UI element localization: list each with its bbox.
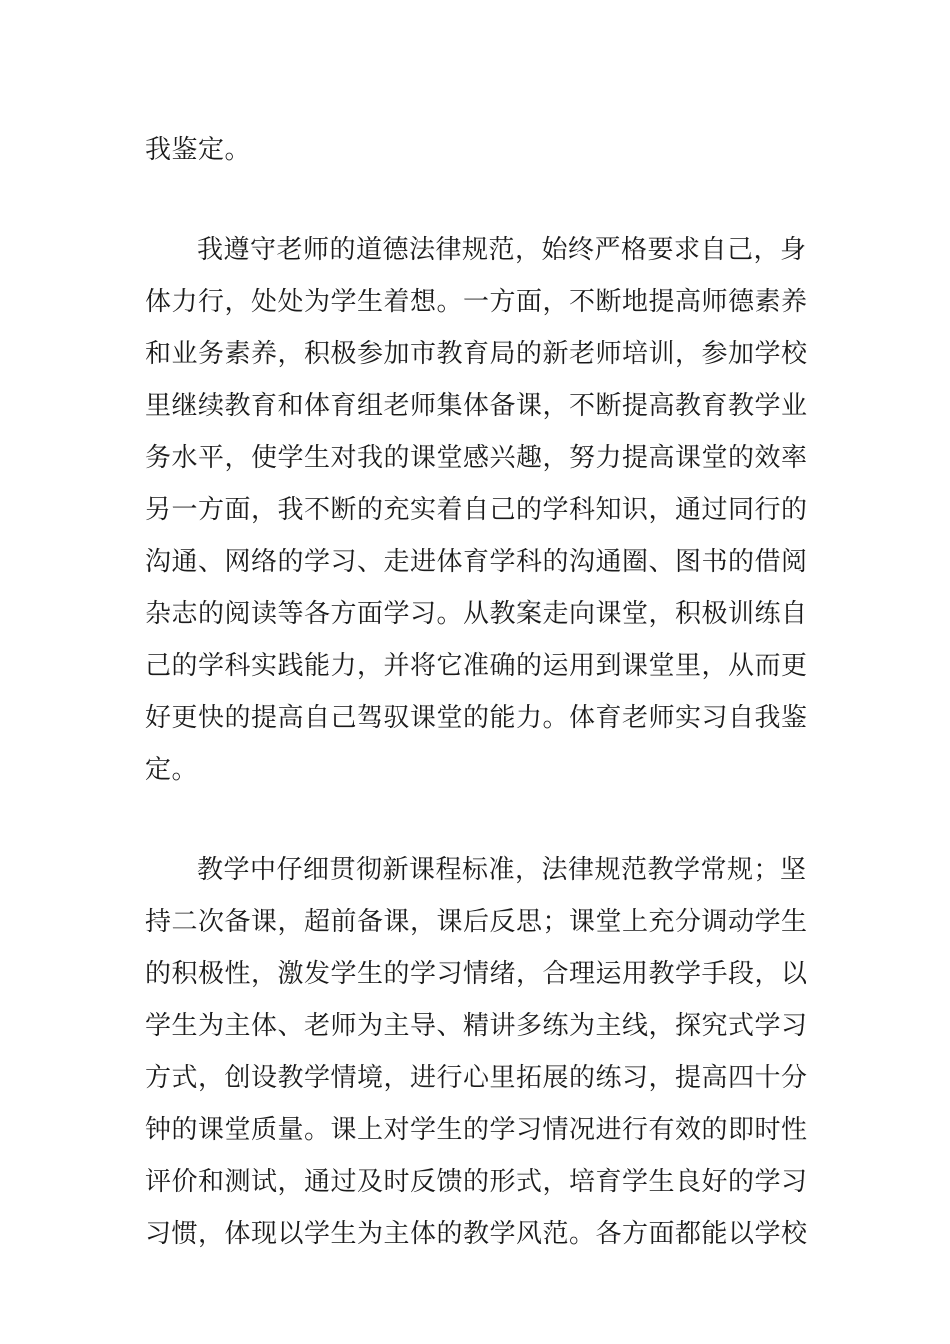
text-line: 己的学科实践能力，并将它准确的运用到课堂里，从而更 [145,651,808,681]
text-line: 务水平，使学生对我的课堂感兴趣，努力提高课堂的效率 [145,443,808,473]
text-line: 和业务素养，积极参加市教育局的新老师培训，参加学校 [145,339,808,369]
text-line: 我鉴定。 [145,135,252,165]
text-line: 的积极性，激发学生的学习情绪，合理运用教学手段，以 [145,959,808,989]
text-line: 好更快的提高自己驾驭课堂的能力。体育老师实习自我鉴 [145,703,808,733]
text-line: 沟通、网络的学习、走进体育学科的沟通圈、图书的借阅 [145,547,808,577]
text-line: 评价和测试，通过及时反馈的形式，培育学生良好的学习 [145,1167,808,1197]
text-line: 里继续教育和体育组老师集体备课，不断提高教育教学业 [145,391,808,421]
text-line: 钟的课堂质量。课上对学生的学习情况进行有效的即时性 [145,1115,808,1145]
text-line: 我遵守老师的道德法律规范，始终严格要求自己，身 [197,235,807,265]
text-line: 体力行，处处为学生着想。一方面，不断地提高师德素养 [145,287,808,317]
text-line: 方式，创设教学情境，进行心里拓展的练习，提高四十分 [145,1063,808,1093]
text-line: 杂志的阅读等各方面学习。从教案走向课堂，积极训练自 [145,599,808,629]
text-line: 习惯，体现以学生为主体的教学风范。各方面都能以学校 [145,1219,808,1249]
text-line: 定。 [145,755,199,785]
text-line: 持二次备课，超前备课，课后反思；课堂上充分调动学生 [145,907,808,937]
text-line: 教学中仔细贯彻新课程标准，法律规范教学常规；坚 [197,855,807,885]
text-line: 学生为主体、老师为主导、精讲多练为主线，探究式学习 [145,1011,808,1041]
text-line: 另一方面，我不断的充实着自己的学科知识，通过同行的 [145,495,808,525]
